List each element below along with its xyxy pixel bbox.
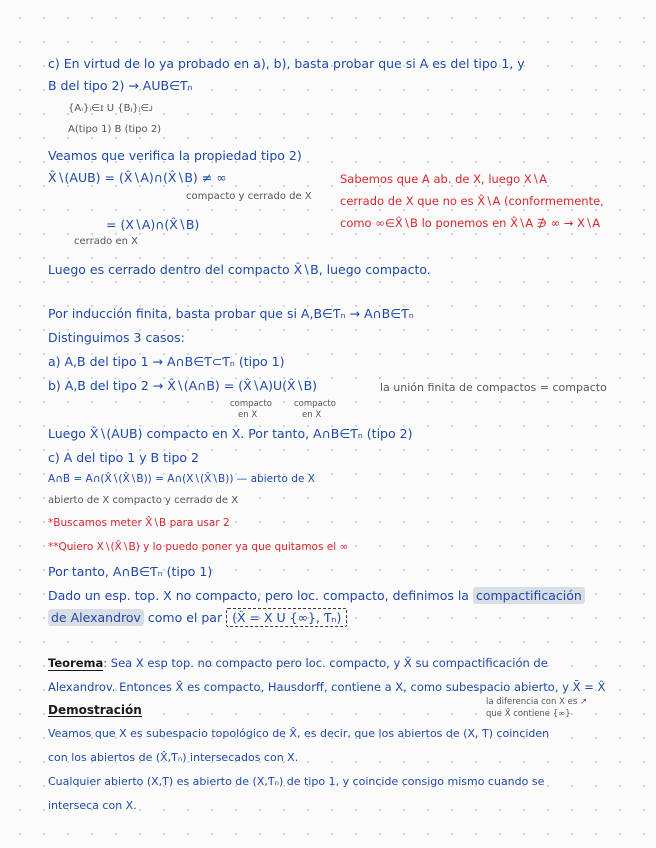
line-family-types: A(tipo 1) B (tipo 2) [68, 124, 162, 135]
theorem-line-2: Alexandrov. Entonces X̂ es compacto, Hausdorff, contiene a X, como subespacio abierto, y X̄ = X̂ [48, 680, 606, 694]
line-family: {Aᵢ}ᵢ∈ɪ U {Bⱼ}ⱼ∈ᴊ [68, 103, 153, 114]
alexandrov-highlight: de Alexandrov [48, 609, 144, 626]
line-distinguimos: Distinguimos 3 casos: [48, 330, 185, 345]
definition-line-2 [48, 612, 347, 625]
line-expr-3: A∩B = A∩(X̂∖(X̂∖B)) = A∩(X∖(X̂∖B)) — abierto de X [48, 473, 315, 485]
demo-line-1: Veamos que X es subespacio topológico de X̂, es decir, que los abiertos de (X, Ƭ) coinciden [48, 727, 550, 740]
line-c-intro-1: c) En virtud de lo ya probado en a), b), basta probar que si A es del tipo 1, y [48, 56, 525, 71]
demo-line-3: Cualquier abierto (X,Ƭ) es abierto de (X,Ƭₙ) de tipo 1, y coincide consigo mismo cuando se [48, 775, 545, 788]
demo-line-2: con los abiertos de (X̂,Ƭₙ) intersecados con X. [48, 751, 299, 764]
line-case-b: b) A,B del tipo 2 → X̂∖(A∩B) = (X̂∖A)U(X̂∖B) [48, 378, 318, 393]
label-compacto-1: compacto [230, 399, 272, 409]
red-note-3: como ∞∈X̂∖B lo ponemos en X̂∖A ∌ ∞ → X∖A [340, 216, 601, 230]
line-induccion: Por inducción finita, basta probar que si A,B∈Ƭₙ → A∩B∈Ƭₙ [48, 306, 414, 321]
demo-line-4: interseca con X. [48, 799, 137, 812]
definition-text: Dado un esp. top. X no compacto, pero loc. compacto, definimos la [48, 588, 469, 603]
theorem-label: Teorema [48, 656, 104, 670]
note-closed-in-x: cerrado en X [74, 236, 138, 247]
line-luego-2: Luego X̂∖(AUB) compacto en X. Por tanto, A∩B∈Ƭₙ (tipo 2) [48, 426, 413, 441]
line-veamos: Veamos que verifica la propiedad tipo 2) [48, 148, 302, 163]
theorem-note-2: que X̂ contiene {∞} [486, 709, 571, 719]
line-expr-2: = (X∖A)∩(X̂∖B) [106, 217, 200, 232]
line-case-c: c) A del tipo 1 y B tipo 2 [48, 450, 199, 465]
line-portanto: Por tanto, A∩B∈Ƭₙ (tipo 1) [48, 564, 213, 579]
line-c-intro-2: B del tipo 2) → AUB∈Ƭₙ [48, 78, 193, 93]
line-expr-1: X̂∖(AUB) = (X̂∖A)∩(X̂∖B) ≠ ∞ [48, 170, 227, 185]
compactificacion-highlight: compactificación [473, 587, 585, 604]
red-note-5: **Quiero X∖(X̂∖B) y lo puedo poner ya que quitamos el ∞ [48, 541, 349, 553]
line-case-a: a) A,B del tipo 1 → A∩B∈Ƭ⊂Ƭₙ (tipo 1) [48, 354, 285, 369]
demonstration-label: Demostración [48, 703, 142, 717]
label-enx-1: en X [238, 410, 258, 420]
alexandrov-pair-box: (X̂ = X U {∞}, Ƭₙ) [226, 608, 347, 627]
label-compacto-2: compacto [294, 399, 336, 409]
definition-line-1 [48, 590, 585, 603]
theorem-line-1 [48, 658, 548, 670]
theorem-text-1: : Sea X esp top. no compacto pero loc. compacto, y X̂ su compactificación de [103, 656, 548, 670]
red-note-1: Sabemos que A ab. de X, luego X∖A [340, 172, 547, 186]
red-note-4: *Buscamos meter X̂∖B para usar 2 [48, 517, 230, 529]
note-compact-closed: compacto y cerrado de X [186, 191, 312, 202]
note-expr-3: abierto de X compacto y cerrado de X [48, 495, 239, 506]
line-luego-1: Luego es cerrado dentro del compacto X̂∖B, luego compacto. [48, 262, 431, 277]
red-note-2: cerrado de X que no es X̂∖A (conformemente, [340, 194, 604, 208]
label-enx-2: en X [302, 410, 322, 420]
definition-text-2: como el par [147, 610, 223, 625]
theorem-note-1: la diferencia con X es ↗ [486, 697, 588, 707]
note-case-b: la unión finita de compactos = compacto [380, 381, 607, 394]
